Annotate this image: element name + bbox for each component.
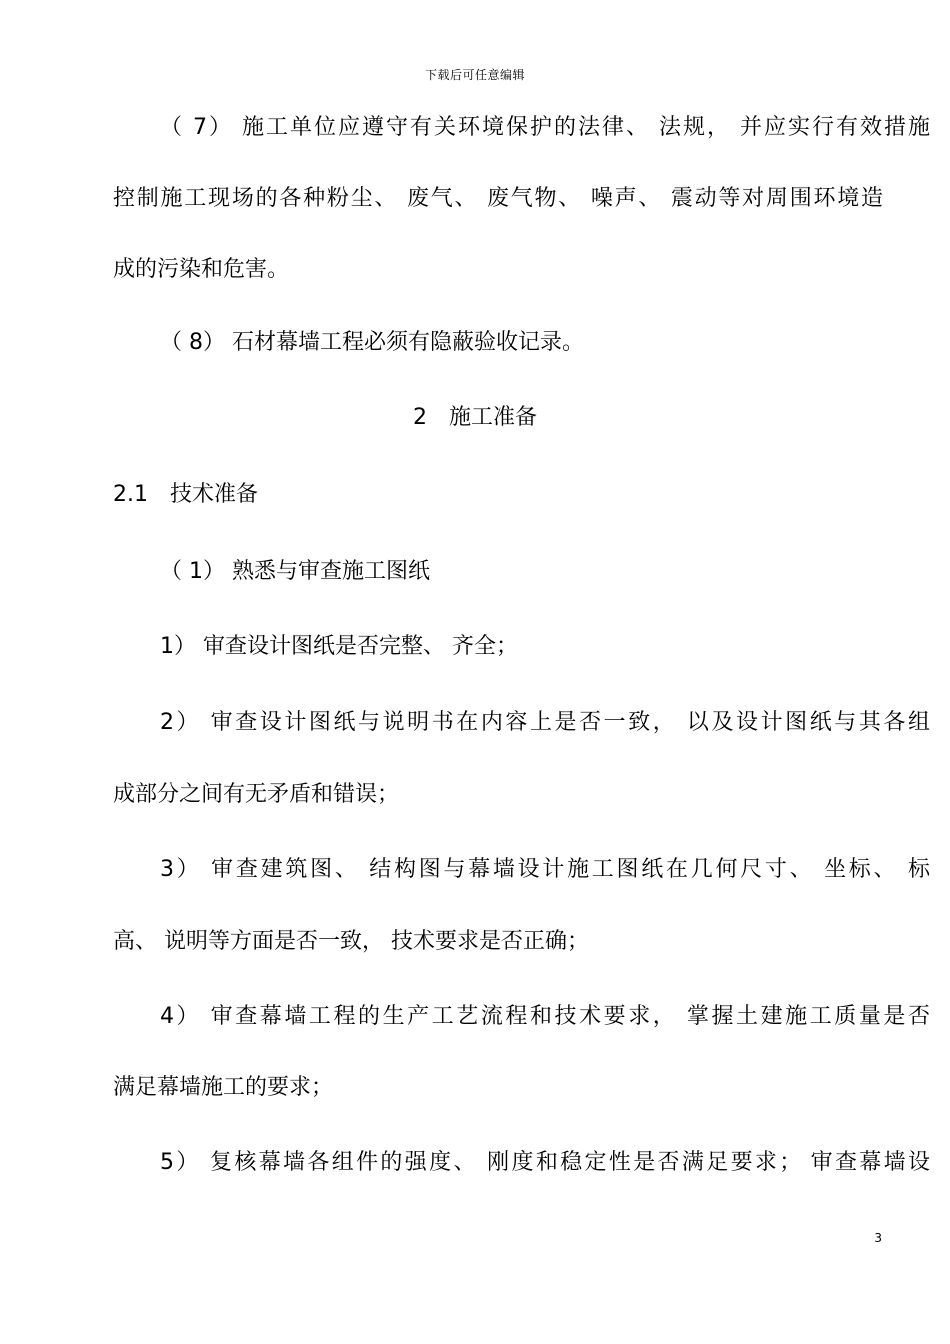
paragraph-line: （ 1） 熟悉与审查施工图纸 [160,559,430,584]
list-item-continuation: 满足幕墙施工的要求； [113,1075,334,1100]
page-header-note: 下载后可任意编辑 [424,68,525,82]
list-item: 5） 复核幕墙各组件的强度、 刚度和稳定性是否满足要求； 审查幕墙设 [160,1150,930,1175]
subsection-heading: 2.1 技术准备 [113,482,258,507]
list-item: 1） 审查设计图纸是否完整、 齐全； [160,634,518,659]
page-number: 3 [874,1231,882,1245]
paragraph-line: （ 7） 施工单位应遵守有关环境保护的法律、 法规， 并应实行有效措施 [160,115,930,140]
list-item-continuation: 成部分之间有无矛盾和错误； [113,782,400,807]
paragraph-line: 控制施工现场的各种粉尘、 废气、 废气物、 噪声、 震动等对周围环境造 [113,186,883,211]
list-item: 3） 审查建筑图、 结构图与幕墙设计施工图纸在几何尺寸、 坐标、 标 [160,857,930,882]
section-heading: 2 施工准备 [413,405,537,430]
paragraph-line: 成的污染和危害。 [113,257,290,282]
paragraph-line: （ 8） 石材幕墙工程必须有隐蔽验收记录。 [160,330,584,355]
list-item-continuation: 高、 说明等方面是否一致， 技术要求是否正确； [113,929,589,954]
list-item: 2） 审查设计图纸与说明书在内容上是否一致， 以及设计图纸与其各组 [160,710,930,735]
list-item: 4） 审查幕墙工程的生产工艺流程和技术要求， 掌握土建施工质量是否 [160,1004,930,1029]
